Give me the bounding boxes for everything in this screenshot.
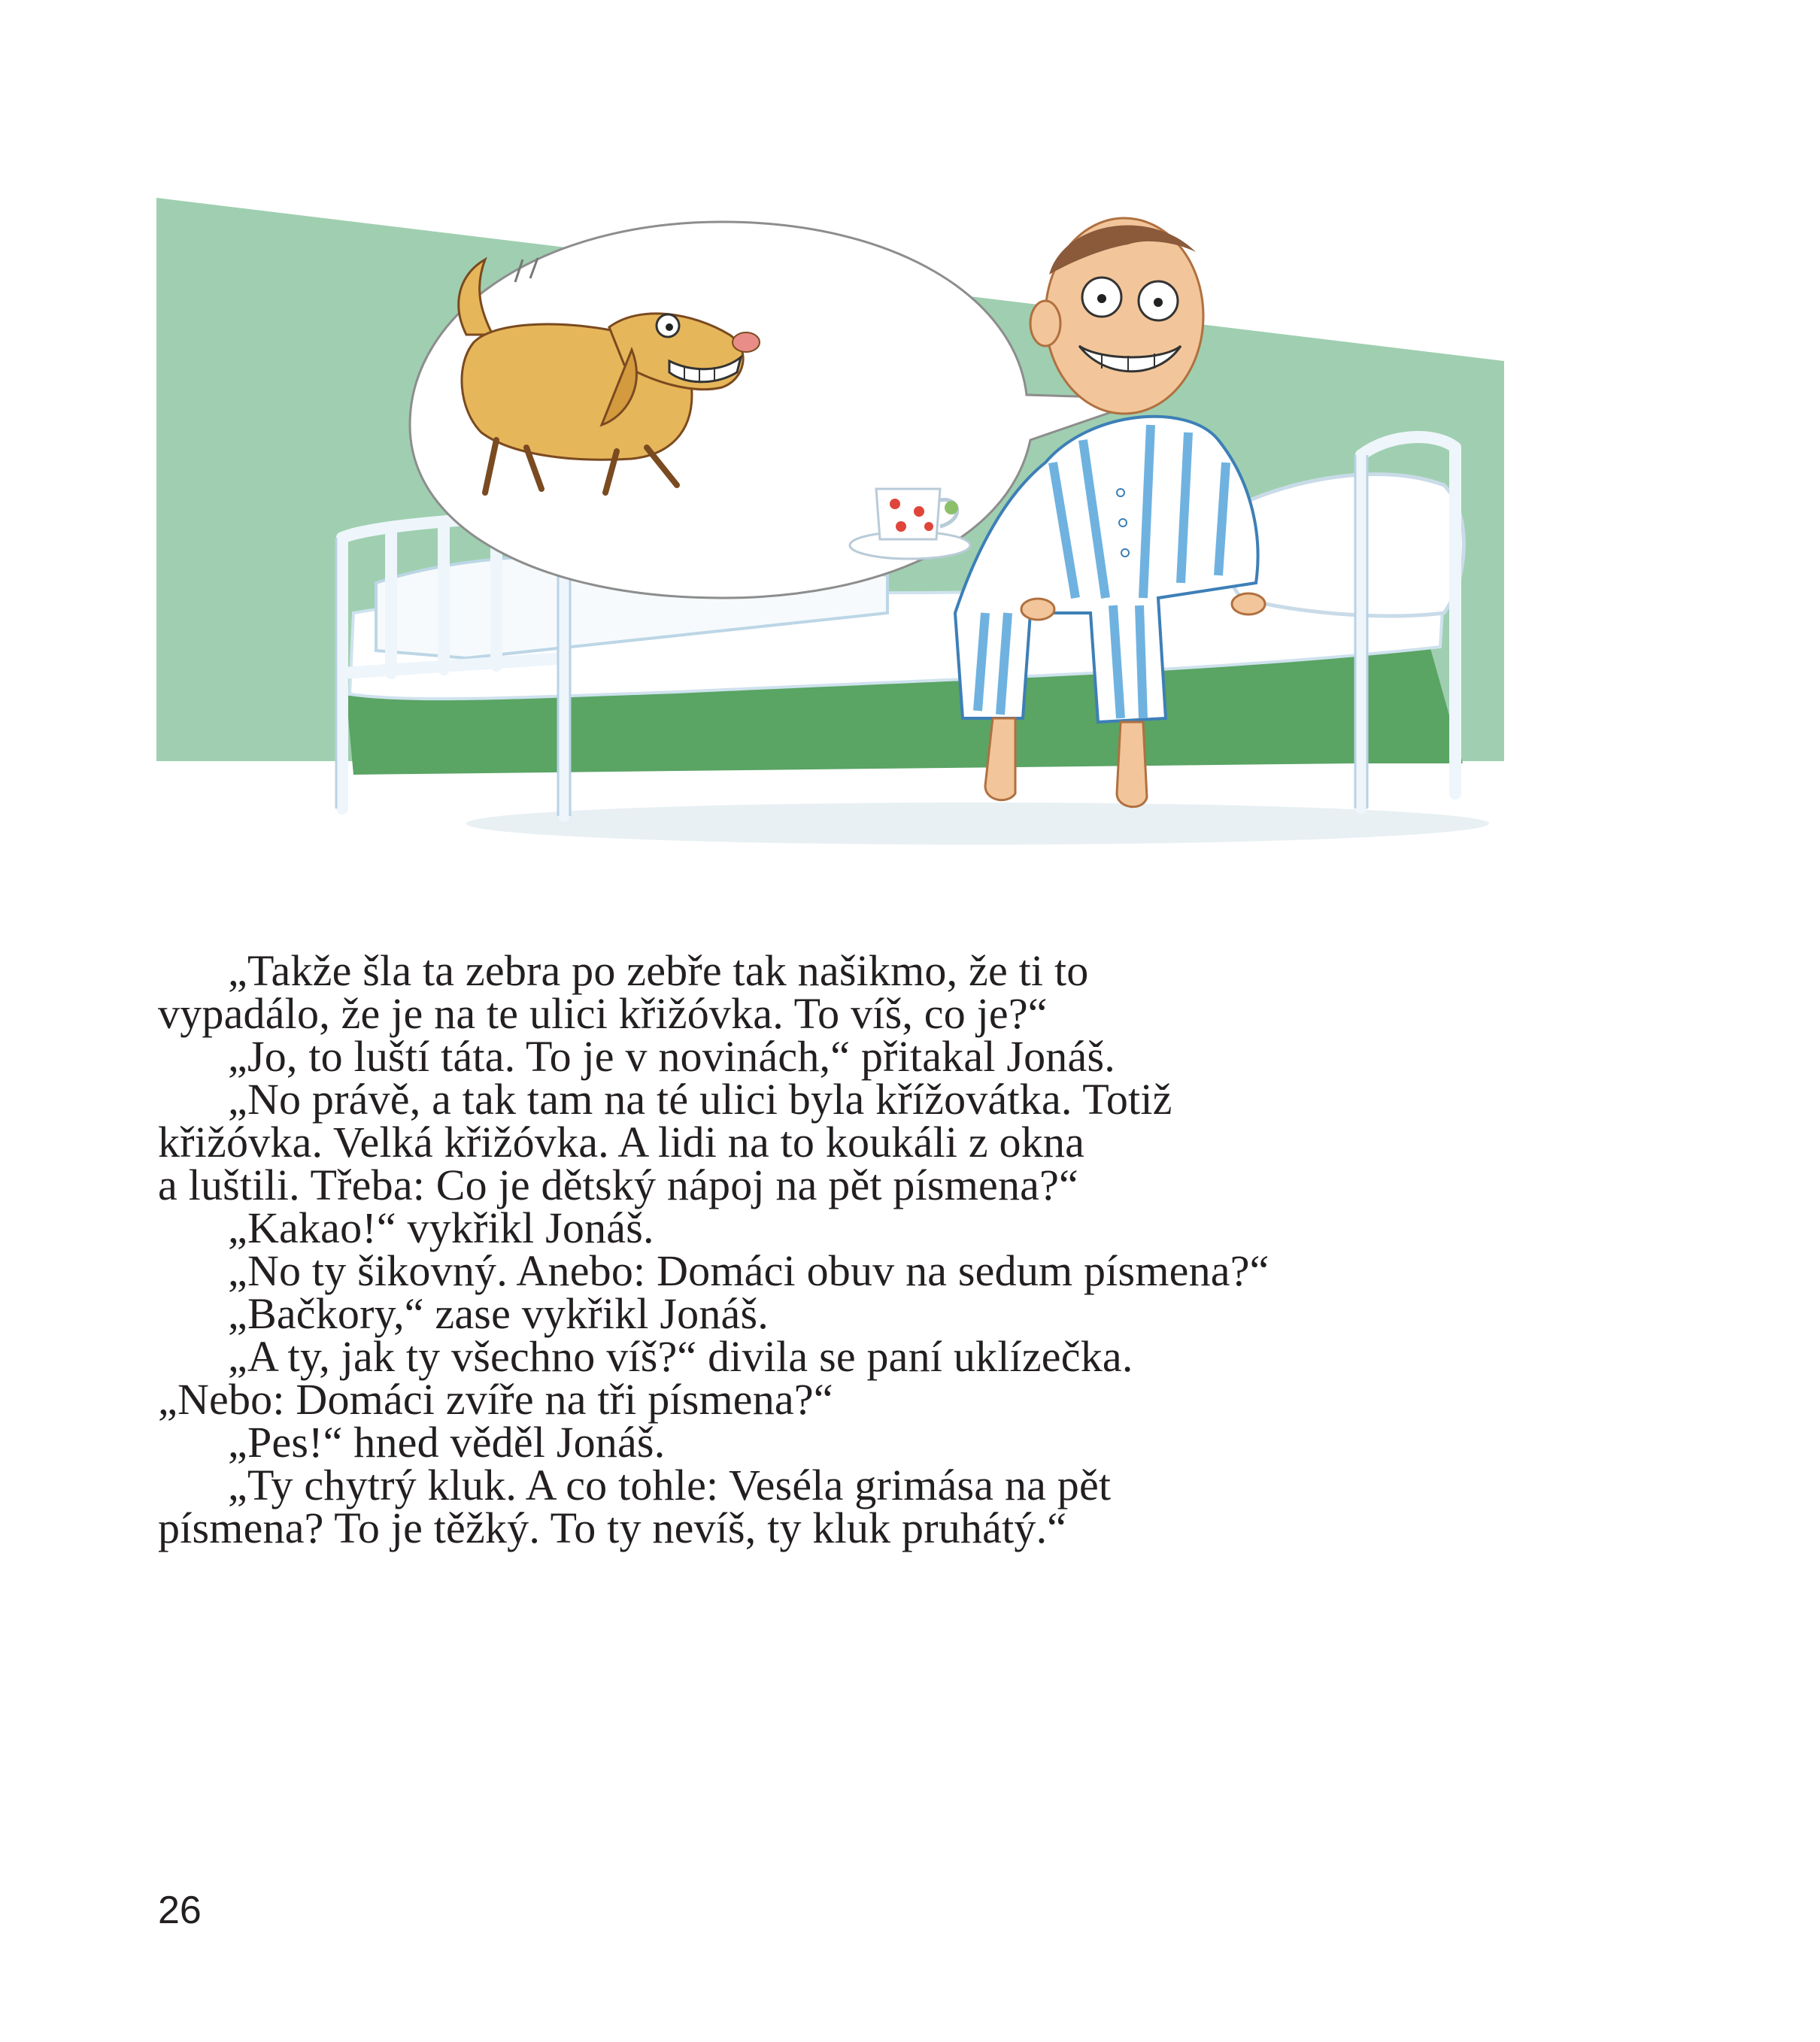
text-line: vypadálo, že je na te ulici křižóvka. To víš, co je?“: [158, 989, 1048, 1038]
paragraph: [158, 1203, 1512, 1252]
text-line: „Nebo: Domáci zvíře na tři písmena?“: [158, 1375, 833, 1424]
paragraph: [158, 1418, 1512, 1467]
paragraph: [158, 1246, 1512, 1295]
text-line: „Ty chytrý kluk. A co tohle: Veséla grimása na pět: [228, 1461, 1112, 1510]
text-line: „Pes!“ hned věděl Jonáš.: [228, 1418, 666, 1467]
paragraph: [158, 1032, 1512, 1081]
text-line: křižóvka. Velká křižóvka. A lidi na to koukáli z okna: [158, 1118, 1085, 1167]
text-line: „No ty šikovný. Anebo: Domáci obuv na sedum písmena?“: [228, 1246, 1269, 1295]
illustration-boy-on-bed: [150, 192, 1512, 846]
text-line: „A ty, jak ty všechno víš?“ divila se paní uklízečka.: [228, 1332, 1133, 1381]
text-line: „No právě, a tak tam na té ulici byla křížovátka. Totiž: [228, 1075, 1172, 1124]
text-line: písmena? To je těžký. To ty nevíš, ty kluk pruhátý.“: [158, 1503, 1067, 1552]
story-text: [158, 946, 1512, 1552]
floor-shadow: [466, 803, 1489, 845]
paragraph: [158, 1332, 1512, 1381]
text-line: „Jo, to luští táta. To je v novinách,“ přitakal Jonáš.: [228, 1032, 1115, 1081]
text-line: „Bačkory,“ zase vykřikl Jonáš.: [228, 1289, 769, 1338]
paragraph: [158, 1461, 1512, 1552]
text-line: „Takže šla ta zebra po zebře tak našikmo, že ti to: [228, 946, 1089, 995]
text-line: a luštili. Třeba: Co je dětský nápoj na pět písmena?“: [158, 1161, 1078, 1209]
paragraph: [158, 1289, 1512, 1338]
paragraph: [158, 1075, 1512, 1209]
text-line: „Kakao!“ vykřikl Jonáš.: [228, 1203, 654, 1252]
paragraph: [158, 1375, 1512, 1424]
paragraph: [158, 946, 1512, 1038]
page-number: 26: [158, 1889, 202, 1932]
